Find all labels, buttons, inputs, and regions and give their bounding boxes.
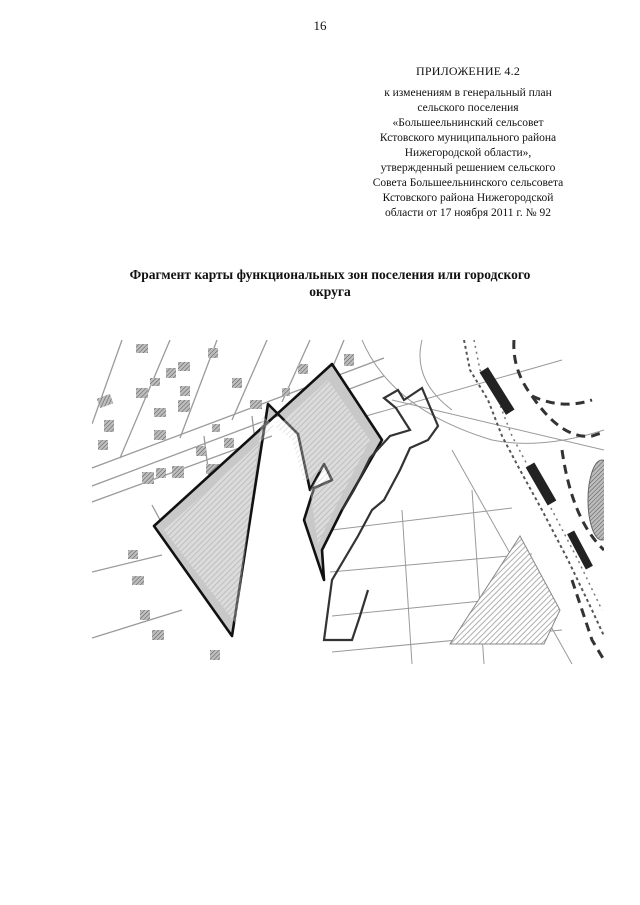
appendix-line: Совета Большеельнинского сельсовета [372, 177, 564, 189]
appendix-line: области от 17 ноября 2011 г. № 92 [385, 207, 551, 219]
appendix-line: Кстовского муниципального района [379, 132, 557, 144]
appendix-line: Кстовского района Нижегородской [382, 192, 554, 204]
appendix-line: утвержденный решением сельского [380, 162, 556, 174]
appendix-line: Нижегородской области», [404, 147, 532, 159]
section-heading-line: округа [309, 284, 351, 299]
section-heading [95, 266, 565, 300]
appendix-line: к изменениям в генеральный план [384, 87, 552, 99]
appendix-title: ПРИЛОЖЕНИЕ 4.2 [415, 64, 521, 78]
appendix-line: сельского поселения [417, 102, 519, 114]
map-fragment [92, 340, 604, 664]
section-heading-line: Фрагмент карты функциональных зон поселения или городского [129, 267, 531, 282]
page-number: 16 [313, 18, 327, 33]
appendix-description [358, 86, 578, 221]
appendix-line: «Большеельнинский сельсовет [392, 117, 544, 129]
